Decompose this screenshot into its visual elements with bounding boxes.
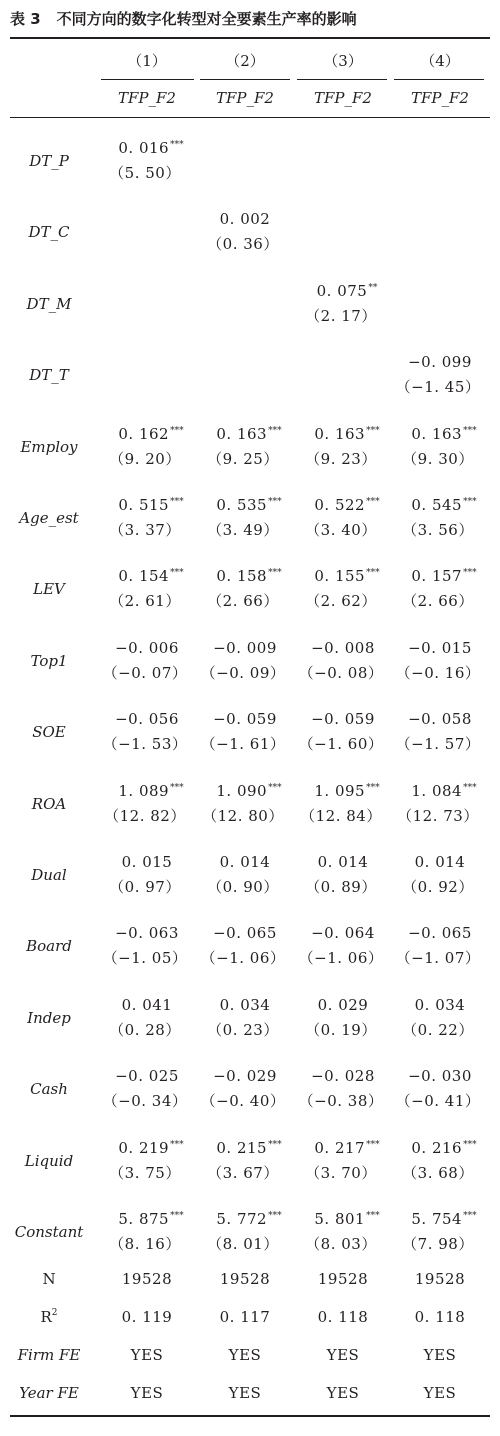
- coefficient: [195, 210, 295, 228]
- significance-stars: ***: [268, 782, 282, 793]
- t-statistic: （3. 67）: [207, 1163, 279, 1182]
- t-statistic: （3. 40）: [305, 521, 377, 539]
- coefficient: [199, 496, 299, 514]
- t-statistic: （−0. 09）: [200, 663, 286, 682]
- coefficient: [195, 710, 295, 728]
- column-group-rule: [200, 79, 290, 80]
- coefficient: [97, 996, 197, 1014]
- footer-row-label: [0, 1270, 98, 1288]
- coefficient: [195, 996, 295, 1014]
- significance-stars: ***: [463, 782, 477, 793]
- footer-label-text: Year FE: [19, 1384, 79, 1402]
- coefficient: [199, 567, 299, 585]
- footer-value: YES: [326, 1384, 360, 1402]
- coefficient: [394, 1210, 494, 1228]
- t-statistic: （5. 50）: [109, 164, 181, 182]
- coefficient-value: −0. 008: [311, 638, 375, 657]
- coefficient-value: 5. 754: [411, 1210, 463, 1228]
- coefficient-value: −0. 029: [213, 1067, 277, 1086]
- coefficient-value: 0. 154: [118, 567, 170, 586]
- coefficient-value: 0. 014: [317, 853, 369, 871]
- coefficient-value: −0. 006: [115, 638, 179, 657]
- footer-label-text: N: [42, 1270, 56, 1288]
- t-statistic: （−1. 61）: [200, 735, 286, 754]
- coefficient-value: 0. 162: [118, 424, 170, 443]
- coefficient-value: 0. 016: [118, 139, 170, 157]
- t-statistic: （−1. 06）: [298, 949, 384, 968]
- coefficient: [293, 710, 393, 728]
- dependent-variable: TFP_F2: [314, 89, 372, 107]
- significance-stars: ***: [170, 1211, 184, 1221]
- coefficient-value: −0. 009: [213, 638, 277, 657]
- coefficient: [394, 782, 494, 800]
- t-statistic: （−0. 41）: [395, 1092, 481, 1111]
- coefficient: [297, 496, 397, 514]
- column-group-rule: [394, 79, 484, 80]
- t-statistic: （0. 36）: [207, 235, 279, 254]
- footer-label-text: R: [40, 1308, 52, 1326]
- footer-row-label: [0, 1384, 98, 1402]
- column-number: （3）: [323, 52, 363, 70]
- t-statistic: （9. 25）: [207, 449, 279, 468]
- coefficient: [390, 710, 490, 728]
- t-statistic: （12. 84）: [300, 806, 382, 825]
- variable-name: Top1: [30, 651, 68, 670]
- coefficient: [199, 782, 299, 800]
- significance-stars: ***: [268, 1139, 282, 1150]
- coefficient: [97, 1067, 197, 1085]
- t-statistic: （2. 17）: [305, 306, 377, 325]
- coefficient-value: 0. 522: [314, 496, 366, 514]
- significance-stars: ***: [366, 497, 380, 507]
- coefficient-value: 1. 095: [314, 781, 366, 800]
- coefficient-value: 0. 029: [317, 995, 369, 1014]
- coefficient: [394, 496, 494, 514]
- t-statistic: （2. 62）: [305, 592, 377, 611]
- footer-value: 0. 118: [414, 1308, 466, 1326]
- t-statistic: （3. 49）: [207, 521, 279, 539]
- coefficient: [293, 1067, 393, 1085]
- footer-value: YES: [228, 1384, 262, 1402]
- t-statistic: （12. 82）: [104, 806, 186, 825]
- footer-value: YES: [423, 1384, 457, 1402]
- coefficient: [390, 853, 490, 871]
- variable-name: DT_C: [28, 223, 70, 242]
- footer-value: YES: [423, 1346, 457, 1364]
- coefficient: [390, 1067, 490, 1085]
- variable-name: ROA: [31, 794, 67, 813]
- coefficient-value: −0. 059: [213, 710, 277, 729]
- variable-name: Dual: [31, 866, 67, 884]
- coefficient-value: 0. 163: [216, 424, 268, 443]
- footer-row-label: [0, 1346, 98, 1364]
- significance-stars: ***: [463, 1139, 477, 1150]
- coefficient-value: −0. 059: [311, 710, 375, 729]
- header-bottom-rule: [10, 117, 490, 118]
- variable-name: DT_T: [29, 366, 69, 385]
- t-statistic: （−0. 07）: [102, 663, 188, 682]
- variable-name: SOE: [32, 723, 66, 742]
- t-statistic: （9. 30）: [402, 449, 474, 468]
- bottom-rule: [10, 1415, 490, 1417]
- significance-stars: ***: [268, 1211, 282, 1221]
- variable-name: Board: [26, 937, 72, 956]
- coefficient-value: −0. 056: [115, 710, 179, 729]
- coefficient-value: 0. 163: [411, 424, 463, 443]
- coefficient-value: 0. 163: [314, 424, 366, 443]
- significance-stars: ***: [366, 425, 380, 436]
- footer-value: 0. 119: [121, 1308, 173, 1326]
- coefficient: [297, 1210, 397, 1228]
- t-statistic: （−1. 05）: [102, 949, 188, 968]
- coefficient-value: 0. 041: [121, 995, 173, 1014]
- variable-name: Age_est: [19, 509, 79, 527]
- significance-stars: ***: [170, 568, 184, 579]
- coefficient-value: −0. 065: [213, 924, 277, 943]
- t-statistic: （3. 70）: [305, 1163, 377, 1182]
- coefficient-value: −0. 063: [115, 924, 179, 943]
- t-statistic: （12. 80）: [202, 806, 284, 825]
- t-statistic: （0. 97）: [109, 878, 181, 896]
- coefficient: [195, 639, 295, 657]
- significance-stars: ***: [463, 425, 477, 436]
- significance-stars: ***: [268, 425, 282, 436]
- significance-stars: ***: [366, 782, 380, 793]
- coefficient-value: −0. 065: [408, 924, 472, 943]
- coefficient: [390, 639, 490, 657]
- column-group-rule: [297, 79, 387, 80]
- coefficient-value: 0. 515: [118, 496, 170, 514]
- t-statistic: （0. 89）: [305, 878, 377, 896]
- coefficient: [293, 639, 393, 657]
- coefficient-value: 0. 014: [219, 853, 271, 871]
- t-statistic: （3. 56）: [402, 521, 474, 539]
- coefficient: [199, 1210, 299, 1228]
- significance-stars: ***: [170, 782, 184, 793]
- significance-stars: ***: [170, 1139, 184, 1150]
- t-statistic: （0. 22）: [402, 1020, 474, 1039]
- t-statistic: （2. 61）: [109, 592, 181, 611]
- coefficient: [297, 425, 397, 443]
- coefficient-value: −0. 015: [408, 638, 472, 657]
- coefficient-value: 0. 034: [219, 995, 271, 1014]
- t-statistic: （9. 23）: [305, 449, 377, 468]
- coefficient-value: −0. 030: [408, 1067, 472, 1086]
- t-statistic: （0. 90）: [207, 878, 279, 896]
- coefficient-value: 1. 084: [411, 781, 463, 800]
- significance-stars: **: [368, 282, 378, 293]
- t-statistic: （8. 01）: [207, 1235, 279, 1253]
- t-statistic: （−0. 16）: [395, 663, 481, 682]
- coefficient-value: 0. 034: [414, 995, 466, 1014]
- coefficient: [390, 353, 490, 371]
- significance-stars: ***: [463, 497, 477, 507]
- footer-value: 0. 118: [317, 1308, 369, 1326]
- coefficient: [97, 639, 197, 657]
- t-statistic: （0. 28）: [109, 1020, 181, 1039]
- coefficient: [297, 782, 397, 800]
- column-group-rule: [101, 79, 194, 80]
- coefficient: [297, 282, 397, 300]
- t-statistic: （0. 23）: [207, 1020, 279, 1039]
- footer-value: YES: [130, 1346, 164, 1364]
- footer-row-label: [0, 1308, 98, 1326]
- coefficient: [394, 1139, 494, 1157]
- coefficient: [101, 425, 201, 443]
- coefficient: [199, 425, 299, 443]
- footer-value: 19528: [317, 1270, 369, 1288]
- t-statistic: （−1. 60）: [298, 735, 384, 754]
- t-statistic: （−0. 34）: [102, 1092, 188, 1111]
- t-statistic: （8. 16）: [109, 1235, 181, 1253]
- dependent-variable: TFP_F2: [118, 89, 176, 107]
- table-title: 不同方向的数字化转型对全要素生产率的影响: [56, 10, 357, 28]
- variable-name: Cash: [30, 1080, 68, 1099]
- coefficient-value: 0. 216: [411, 1138, 463, 1157]
- t-statistic: （−0. 40）: [200, 1092, 286, 1111]
- footer-value: 19528: [414, 1270, 466, 1288]
- coefficient-value: 0. 535: [216, 496, 268, 514]
- t-statistic: （7. 98）: [402, 1235, 474, 1253]
- variable-name: DT_P: [29, 152, 69, 170]
- variable-name: Constant: [14, 1223, 84, 1241]
- coefficient: [390, 996, 490, 1014]
- coefficient: [293, 996, 393, 1014]
- coefficient: [293, 924, 393, 942]
- t-statistic: （0. 19）: [305, 1020, 377, 1039]
- coefficient-value: 0. 545: [411, 496, 463, 514]
- t-statistic: （0. 92）: [402, 878, 474, 896]
- significance-stars: ***: [170, 140, 184, 150]
- coefficient-value: 0. 002: [219, 210, 271, 229]
- t-statistic: （2. 66）: [207, 592, 279, 611]
- coefficient: [97, 853, 197, 871]
- footer-value: 19528: [219, 1270, 271, 1288]
- coefficient-value: 5. 875: [118, 1210, 170, 1228]
- coefficient: [297, 567, 397, 585]
- column-number: （2）: [225, 52, 265, 70]
- significance-stars: ***: [170, 425, 184, 436]
- coefficient: [199, 1139, 299, 1157]
- t-statistic: （−1. 53）: [102, 735, 188, 754]
- t-statistic: （−1. 57）: [395, 735, 481, 754]
- footer-value: 0. 117: [219, 1308, 271, 1326]
- coefficient-value: −0. 058: [408, 710, 472, 729]
- table-number: 表 3: [10, 10, 41, 28]
- t-statistic: （−0. 08）: [298, 663, 384, 682]
- coefficient-value: 0. 219: [118, 1138, 170, 1157]
- coefficient-value: 0. 014: [414, 853, 466, 871]
- coefficient-value: −0. 099: [408, 353, 472, 372]
- variable-name: LEV: [33, 580, 65, 599]
- footer-value: YES: [228, 1346, 262, 1364]
- table-caption: [10, 8, 357, 29]
- coefficient-value: 0. 217: [314, 1138, 366, 1157]
- footer-label-text: Firm FE: [17, 1346, 81, 1364]
- significance-stars: ***: [366, 1139, 380, 1150]
- superscript: 2: [51, 1308, 58, 1318]
- coefficient: [390, 924, 490, 942]
- coefficient: [297, 1139, 397, 1157]
- coefficient: [293, 853, 393, 871]
- coefficient: [101, 1139, 201, 1157]
- coefficient: [195, 924, 295, 942]
- significance-stars: ***: [366, 568, 380, 579]
- coefficient-value: 0. 215: [216, 1138, 268, 1157]
- significance-stars: ***: [268, 497, 282, 507]
- variable-name: Liquid: [24, 1151, 74, 1170]
- variable-name: Employ: [20, 437, 78, 456]
- coefficient-value: 0. 157: [411, 567, 463, 586]
- variable-name: DT_M: [26, 294, 72, 313]
- significance-stars: ***: [268, 568, 282, 579]
- coefficient-value: −0. 028: [311, 1067, 375, 1086]
- variable-name: Indep: [27, 1008, 71, 1027]
- t-statistic: （2. 66）: [402, 592, 474, 611]
- footer-value: YES: [130, 1384, 164, 1402]
- coefficient-value: −0. 025: [115, 1067, 179, 1086]
- coefficient: [101, 496, 201, 514]
- t-statistic: （12. 73）: [397, 806, 479, 825]
- footer-value: YES: [326, 1346, 360, 1364]
- coefficient: [101, 567, 201, 585]
- t-statistic: （−1. 45）: [395, 378, 481, 397]
- t-statistic: （−0. 38）: [298, 1092, 384, 1111]
- coefficient: [195, 1067, 295, 1085]
- t-statistic: （−1. 06）: [200, 949, 286, 968]
- coefficient: [394, 567, 494, 585]
- dependent-variable: TFP_F2: [216, 89, 274, 107]
- column-number: （1）: [127, 52, 167, 70]
- t-statistic: （3. 75）: [109, 1163, 181, 1182]
- top-rule: [10, 37, 490, 39]
- t-statistic: （9. 20）: [109, 449, 181, 468]
- coefficient: [394, 425, 494, 443]
- coefficient-value: 0. 075: [316, 281, 368, 300]
- coefficient: [101, 1210, 201, 1228]
- coefficient: [97, 710, 197, 728]
- footer-value: 19528: [121, 1270, 173, 1288]
- coefficient: [97, 924, 197, 942]
- coefficient-value: 1. 089: [118, 781, 170, 800]
- significance-stars: ***: [463, 1211, 477, 1221]
- coefficient-value: −0. 064: [311, 924, 375, 943]
- dependent-variable: TFP_F2: [411, 89, 469, 107]
- t-statistic: （8. 03）: [305, 1235, 377, 1253]
- coefficient: [101, 782, 201, 800]
- coefficient-value: 0. 155: [314, 567, 366, 586]
- t-statistic: （3. 37）: [109, 521, 181, 539]
- coefficient-value: 5. 801: [314, 1210, 366, 1228]
- t-statistic: （3. 68）: [402, 1163, 474, 1182]
- column-number: （4）: [420, 52, 460, 70]
- coefficient-value: 1. 090: [216, 781, 268, 800]
- significance-stars: ***: [366, 1211, 380, 1221]
- coefficient-value: 0. 015: [121, 853, 173, 871]
- significance-stars: ***: [463, 568, 477, 579]
- coefficient: [101, 139, 201, 157]
- coefficient: [195, 853, 295, 871]
- coefficient-value: 5. 772: [216, 1210, 268, 1228]
- t-statistic: （−1. 07）: [395, 949, 481, 968]
- significance-stars: ***: [170, 497, 184, 507]
- coefficient-value: 0. 158: [216, 567, 268, 586]
